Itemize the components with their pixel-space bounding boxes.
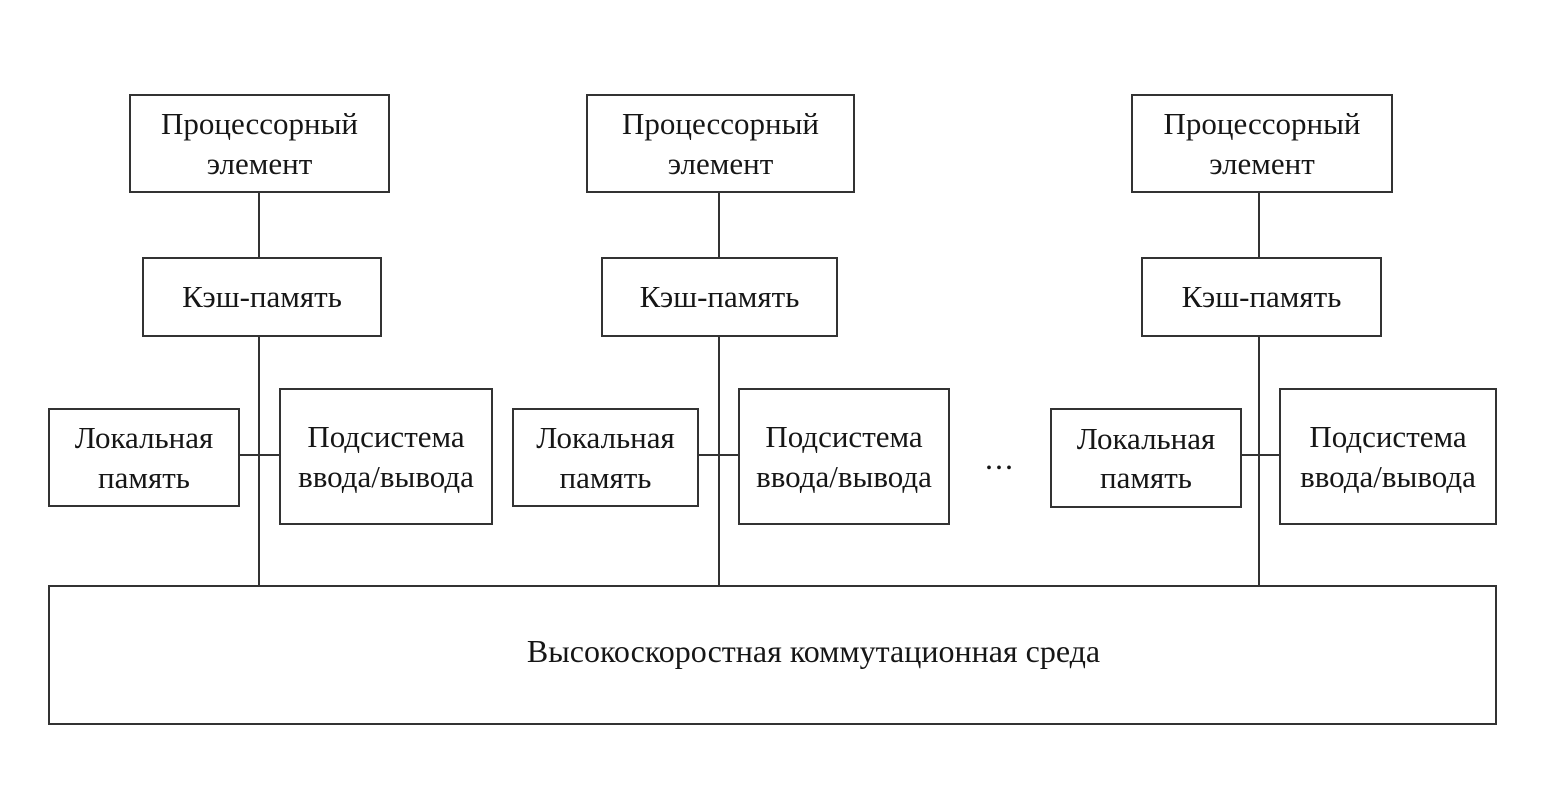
connector-cache-bus-1 <box>258 337 260 585</box>
cache-memory-box-1: Кэш-память <box>142 257 382 337</box>
connector-localmemory-io-2 <box>699 454 738 456</box>
processor-element-box-3: Процессорный элемент <box>1131 94 1393 193</box>
io-subsystem-box-2: Подсистема ввода/вывода <box>738 388 950 525</box>
processor-element-box-2: Процессорный элемент <box>586 94 855 193</box>
local-memory-box-2: Локальная память <box>512 408 699 507</box>
connector-cache-bus-2 <box>718 337 720 585</box>
high-speed-switching-bus-box <box>48 585 1497 725</box>
connector-localmemory-io-1 <box>240 454 279 456</box>
io-subsystem-box-3: Подсистема ввода/вывода <box>1279 388 1497 525</box>
processor-element-box-1: Процессорный элемент <box>129 94 390 193</box>
connector-processor-cache-1 <box>258 193 260 257</box>
bus-label: Высокоскоростная коммутационная среда <box>526 632 1101 669</box>
local-memory-box-1: Локальная память <box>48 408 240 507</box>
connector-processor-cache-3 <box>1258 193 1260 257</box>
local-memory-box-3: Локальная память <box>1050 408 1242 508</box>
cache-memory-box-3: Кэш-память <box>1141 257 1382 337</box>
connector-cache-bus-3 <box>1258 337 1260 585</box>
connector-processor-cache-2 <box>718 193 720 257</box>
connector-localmemory-io-3 <box>1242 454 1279 456</box>
cache-memory-box-2: Кэш-память <box>601 257 838 337</box>
io-subsystem-box-1: Подсистема ввода/вывода <box>279 388 493 525</box>
repetition-ellipsis: ... <box>985 440 1015 476</box>
